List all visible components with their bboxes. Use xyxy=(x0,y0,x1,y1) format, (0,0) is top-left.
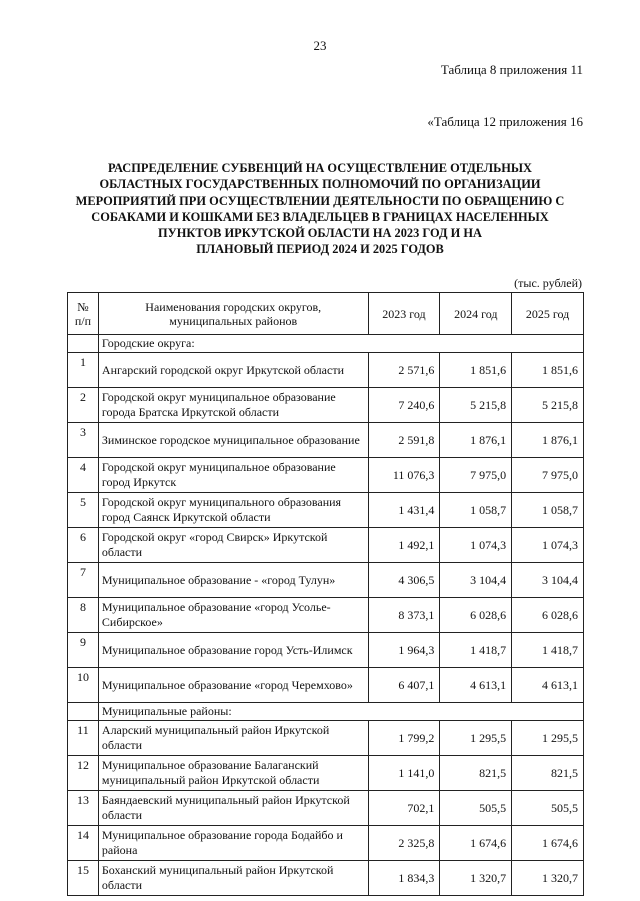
header-2024: 2024 год xyxy=(440,293,512,335)
section-label: Муниципальные районы: xyxy=(98,703,583,721)
row-name: Муниципальное образование «город Усолье-Сибирское» xyxy=(98,598,368,633)
table-row xyxy=(68,353,584,388)
value-2024: 4 613,1 xyxy=(440,668,512,703)
header-number: № п/п xyxy=(68,293,99,335)
value-2024: 1 418,7 xyxy=(440,633,512,668)
value-2025: 1 876,1 xyxy=(512,423,584,458)
value-2024: 1 876,1 xyxy=(440,423,512,458)
value-2023: 11 076,3 xyxy=(368,458,440,493)
value-2023: 1 964,3 xyxy=(368,633,440,668)
row-number: 15 xyxy=(68,861,99,896)
value-2024: 1 674,6 xyxy=(440,826,512,861)
value-2024: 1 851,6 xyxy=(440,353,512,388)
title-line: ОБЛАСТНЫХ ГОСУДАРСТВЕННЫХ ПОЛНОМОЧИЙ ПО ОРГАНИЗАЦИИ xyxy=(99,177,541,192)
value-2025: 5 215,8 xyxy=(512,388,584,423)
value-2023: 1 431,4 xyxy=(368,493,440,528)
value-2023: 8 373,1 xyxy=(368,598,440,633)
value-2023: 2 571,6 xyxy=(368,353,440,388)
value-2025: 3 104,4 xyxy=(512,563,584,598)
value-2024: 1 074,3 xyxy=(440,528,512,563)
row-number: 10 xyxy=(68,668,99,703)
value-2024: 5 215,8 xyxy=(440,388,512,423)
value-2025: 1 295,5 xyxy=(512,721,584,756)
subvention-table xyxy=(67,292,584,896)
row-number: 6 xyxy=(68,528,99,563)
row-name: Муниципальное образование город Усть-Илимск xyxy=(98,633,368,668)
row-name: Ангарский городской округ Иркутской области xyxy=(98,353,368,388)
row-name: Городской округ «город Свирск» Иркутской области xyxy=(98,528,368,563)
row-name: Аларский муниципальный район Иркутской области xyxy=(98,721,368,756)
value-2025: 505,5 xyxy=(512,791,584,826)
row-number: 5 xyxy=(68,493,99,528)
value-2023: 2 325,8 xyxy=(368,826,440,861)
row-name: Зиминское городское муниципальное образование xyxy=(98,423,368,458)
value-2024: 3 104,4 xyxy=(440,563,512,598)
value-2024: 1 295,5 xyxy=(440,721,512,756)
table-row xyxy=(68,633,584,668)
table-row xyxy=(68,721,584,756)
row-number: 4 xyxy=(68,458,99,493)
value-2023: 7 240,6 xyxy=(368,388,440,423)
table-row xyxy=(68,598,584,633)
title-line: ПЛАНОВЫЙ ПЕРИОД 2024 И 2025 ГОДОВ xyxy=(196,242,444,257)
value-2024: 6 028,6 xyxy=(440,598,512,633)
value-2024: 505,5 xyxy=(440,791,512,826)
row-number: 7 xyxy=(68,563,99,598)
section-number-cell xyxy=(68,703,99,721)
value-2023: 6 407,1 xyxy=(368,668,440,703)
units-label: (тыс. рублей) xyxy=(514,276,582,290)
value-2024: 821,5 xyxy=(440,756,512,791)
table-row xyxy=(68,423,584,458)
table-row xyxy=(68,563,584,598)
row-name: Городской округ муниципальное образование город Иркутск xyxy=(98,458,368,493)
table-row xyxy=(68,668,584,703)
document-title xyxy=(70,160,570,258)
row-number: 3 xyxy=(68,423,99,458)
value-2025: 821,5 xyxy=(512,756,584,791)
row-number: 8 xyxy=(68,598,99,633)
section-label: Городские округа: xyxy=(98,335,583,353)
row-number: 13 xyxy=(68,791,99,826)
value-2023: 4 306,5 xyxy=(368,563,440,598)
table-row xyxy=(68,826,584,861)
value-2023: 1 834,3 xyxy=(368,861,440,896)
row-number: 1 xyxy=(68,353,99,388)
row-number: 2 xyxy=(68,388,99,423)
row-number: 9 xyxy=(68,633,99,668)
section-number-cell xyxy=(68,335,99,353)
value-2025: 6 028,6 xyxy=(512,598,584,633)
header-name: Наименования городских округов, муниципальных районов xyxy=(98,293,368,335)
value-2025: 4 613,1 xyxy=(512,668,584,703)
reference-line-2: «Таблица 12 приложения 16 xyxy=(427,114,583,129)
value-2025: 1 320,7 xyxy=(512,861,584,896)
value-2024: 1 320,7 xyxy=(440,861,512,896)
row-name: Городской округ муниципального образования город Саянск Иркутской области xyxy=(98,493,368,528)
header-2023: 2023 год xyxy=(368,293,440,335)
title-line: МЕРОПРИЯТИЙ ПРИ ОСУЩЕСТВЛЕНИИ ДЕЯТЕЛЬНОСТИ ПО ОБРАЩЕНИЮ С xyxy=(75,193,565,208)
value-2023: 2 591,8 xyxy=(368,423,440,458)
row-name: Городской округ муниципальное образование города Братска Иркутской области xyxy=(98,388,368,423)
title-line: ПУНКТОВ ИРКУТСКОЙ ОБЛАСТИ НА 2023 ГОД И НА xyxy=(158,226,482,241)
value-2023: 1 492,1 xyxy=(368,528,440,563)
table-row xyxy=(68,861,584,896)
value-2023: 702,1 xyxy=(368,791,440,826)
value-2025: 1 058,7 xyxy=(512,493,584,528)
row-name: Боханский муниципальный район Иркутской области xyxy=(98,861,368,896)
table-row xyxy=(68,458,584,493)
section-row xyxy=(68,335,584,353)
value-2025: 1 074,3 xyxy=(512,528,584,563)
table-row xyxy=(68,388,584,423)
table-row xyxy=(68,756,584,791)
section-row xyxy=(68,703,584,721)
row-name: Муниципальное образование «город Черемхово» xyxy=(98,668,368,703)
value-2023: 1 141,0 xyxy=(368,756,440,791)
row-number: 11 xyxy=(68,721,99,756)
row-number: 14 xyxy=(68,826,99,861)
page-number: 23 xyxy=(313,38,327,53)
title-line: СОБАКАМИ И КОШКАМИ БЕЗ ВЛАДЕЛЬЦЕВ В ГРАНИЦАХ НАСЕЛЕННЫХ xyxy=(91,209,549,224)
value-2025: 7 975,0 xyxy=(512,458,584,493)
row-name: Баяндаевский муниципальный район Иркутской области xyxy=(98,791,368,826)
table-row xyxy=(68,493,584,528)
row-name: Муниципальное образование Балаганский муниципальный район Иркутской области xyxy=(98,756,368,791)
title-line: РАСПРЕДЕЛЕНИЕ СУБВЕНЦИЙ НА ОСУЩЕСТВЛЕНИЕ ОТДЕЛЬНЫХ xyxy=(107,161,533,175)
table-row xyxy=(68,528,584,563)
value-2024: 1 058,7 xyxy=(440,493,512,528)
value-2025: 1 674,6 xyxy=(512,826,584,861)
row-number: 12 xyxy=(68,756,99,791)
header-2025: 2025 год xyxy=(512,293,584,335)
value-2025: 1 418,7 xyxy=(512,633,584,668)
row-name: Муниципальное образование города Бодайбо и района xyxy=(98,826,368,861)
row-name: Муниципальное образование - «город Тулун» xyxy=(98,563,368,598)
value-2025: 1 851,6 xyxy=(512,353,584,388)
reference-line-1: Таблица 8 приложения 11 xyxy=(440,62,583,77)
table-row xyxy=(68,791,584,826)
table-header-row xyxy=(68,293,584,335)
value-2023: 1 799,2 xyxy=(368,721,440,756)
value-2024: 7 975,0 xyxy=(440,458,512,493)
